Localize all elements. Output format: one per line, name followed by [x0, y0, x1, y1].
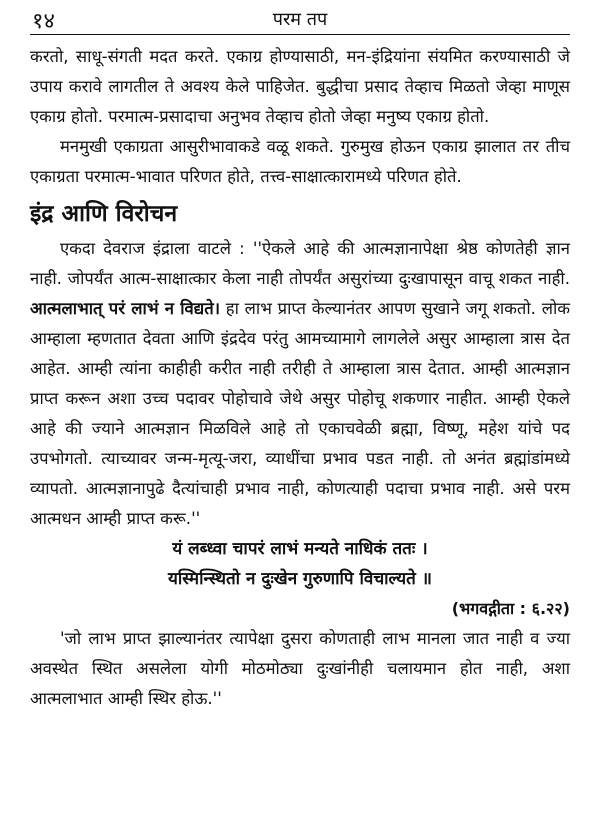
header-rule	[30, 34, 570, 35]
paragraph-3	[30, 234, 570, 534]
paragraph-1: करतो, साधू-संगती मदत करते. एकाग्र होण्यासाठी, मन-इंद्रियांना संयमित करण्यासाठी जे उपाय करावे लागतील ते अवश्य केले पाहिजेत. बुद्धीचा प्रसाद तेव्हाच मिळतो जेव्हा माणूस एकाग्र होतो. परमात्म-प्रसादाचा अनुभव तेव्हाच होतो जेव्हा मनुष्य एकाग्र होतो.	[30, 47, 570, 126]
verse-line-1: यं लब्ध्वा चापरं लाभं मन्यते नाधिकं ततः ।	[172, 539, 428, 559]
verse-line-2: यस्मिन्स्थितो न दुःखेन गुरुणापि विचाल्यते ॥	[168, 569, 432, 589]
paragraph-3-text-a: एकदा देवराज इंद्राला वाटले : ''ऐकले आहे की आत्मज्ञानापेक्षा श्रेष्ठ कोणतेही ज्ञान नाही. जोपर्यंत आत्म-साक्षात्कार केला नाही तोपर्यंत असुरांच्या दुःखापासून वाचू शकत नाही.	[30, 239, 570, 288]
page-number: १४	[32, 9, 55, 34]
page-header	[30, 0, 570, 36]
verse-citation: (भगवद्गीता : ६.२२)	[451, 599, 570, 618]
paragraph-3-text-b: हा लाभ प्राप्त केल्यानंतर आपण सुखाने जगू शकतो. लोक आम्हाला म्हणतात देवता आणि इंद्रदेव परंतु आमच्यामागे लागलेले असुर आम्हाला त्रास देत आहेत. आम्ही त्यांना काहीही करीत नाही तरीही ते आम्हाला त्रास देतात. आम्ही आत्मज्ञान प्राप्त करून अशा उच्च पदावर पोहोचावे जेथे असुर पोहोचू शकणार नाहीत. आम्ही ऐकले आहे की ज्याने आत्मज्ञान मिळविले आहे तो एकाचवेळी ब्रह्मा, विष्णू, महेश यांचे पद उपभोगतो. त्याच्यावर जन्म-मृत्यू-जरा, व्याधींचा प्रभाव पडत नाही. तो अनंत ब्रह्मांडांमध्ये व्यापतो. आत्मज्ञानापुढे दैत्यांचाही प्रभाव नाही, कोणत्याही पदाचा प्रभाव नाही. असे परम आत्मधन आम्ही प्राप्त करू.''	[30, 299, 571, 528]
sanskrit-quote-bold: आत्मलाभात् परं लाभं न विद्यते।	[30, 299, 220, 318]
paragraph-4: 'जो लाभ प्राप्त झाल्यानंतर त्यापेक्षा दुसरा कोणताही लाभ मानला जात नाही व ज्या अवस्थेत स्थित असलेला योगी मोठमोठ्या दुःखांनीही चलायमान होत नाही, अशा आत्मलाभात आम्ही स्थिर होऊ.''	[30, 629, 570, 708]
running-title: परम तप	[272, 9, 328, 30]
section-heading: इंद्र आणि विरोचन	[30, 201, 178, 227]
paragraph-2: मनमुखी एकाग्रता आसुरीभावाकडे वळू शकते. गुरुमुख होऊन एकाग्र झालात तर तीच एकाग्रता परमात्म-भावात परिणत होते, तत्त्व-साक्षात्कारामध्ये परिणत होते.	[30, 137, 570, 186]
